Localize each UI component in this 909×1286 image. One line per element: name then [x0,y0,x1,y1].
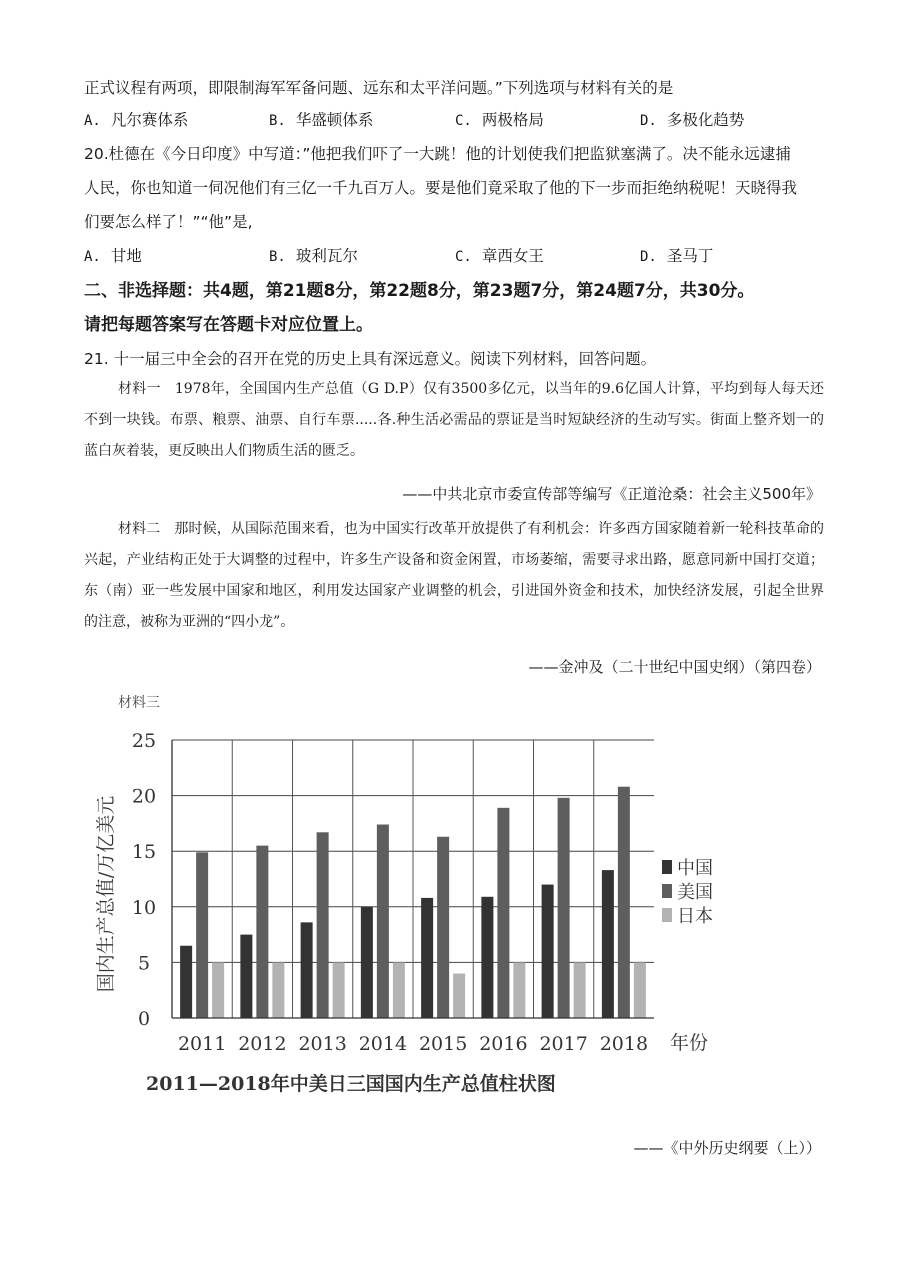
bar-2015-中国 [421,898,433,1018]
y-tick-label: 20 [131,785,157,808]
q20-option-a: A. 甘地 [84,247,142,265]
bar-2015-日本 [453,974,465,1018]
q19-stem-end: 正式议程有两项，即限制海军军备问题、远东和太平洋问题。”下列选项与材料有关的是 [84,79,674,97]
y-tick-label: 10 [131,896,157,919]
x-axis-title: 年份 [670,1032,709,1054]
material-1-label: 材料一 [118,381,161,397]
q19-option-a: A. 凡尔赛体系 [84,111,189,129]
q20-line-1: 20.杜德在《今日印度》中写道：”他把我们吓了一大跳！他的计划使我们把监狱塞满了。决不能永远逮捕 [84,145,791,163]
material-3-source: ——《中外历史纲要（上）） [633,1139,821,1157]
y-tick-label: 5 [137,952,151,975]
y-tick-label: 15 [131,841,157,864]
material-2 [84,514,824,638]
bar-2013-中国 [301,922,313,1018]
bar-2011-日本 [212,962,224,1018]
x-tick-label: 2011 [177,1033,227,1055]
section-heading-line-1: 二、非选择题：共4题，第21题8分，第22题8分，第23题7分，第24题7分，共30分。 [84,281,755,301]
x-tick-label: 2018 [599,1033,649,1055]
q20-line-3: 们要怎么样了！”“他”是, [84,213,253,231]
material-1 [84,374,824,467]
material-2-label: 材料二 [118,521,161,537]
bar-2017-中国 [542,885,554,1018]
material-2-text: 那时候，从国际范围来看，也为中国实行改革开放提供了有利机会：许多西方国家随着新一轮科技革命的兴起，产业结构正处于大调整的过程中，许多生产设备和资金闲置，市场萎缩，需要寻求出路，愿意同新中国打交道；东（南）亚一些发展中国家和地区，利用发达国家产业调整的机会，引进国外资金和技术，加快经济发展，引起全世界的注意，被称为亚洲的“四小龙”。 [84,521,824,630]
bar-2018-美国 [618,787,630,1018]
bar-2016-美国 [497,808,509,1018]
q21-stem: 21. 十一届三中全会的召开在党的历史上具有深远意义。阅读下列材料，回答问题。 [84,350,657,368]
legend-label: 美国 [677,882,713,903]
q19-option-d: D. 多极化趋势 [640,111,745,129]
legend-swatch-中国 [662,860,672,874]
bar-2018-日本 [634,962,646,1018]
x-tick-label: 2017 [539,1033,588,1055]
section-heading-line-2: 请把每题答案写在答题卡对应位置上。 [84,315,373,335]
y-tick-labels [132,730,156,1030]
x-tick-label: 2016 [479,1033,528,1055]
material-3-label: 材料三 [118,695,160,711]
q20-option-c: C. 章西女王 [455,247,544,265]
y-axis-title: 国内生产总值/万亿美元 [95,795,117,993]
bar-2017-美国 [558,798,570,1018]
bar-2012-中国 [240,935,252,1018]
x-tick-label: 2013 [298,1033,347,1055]
bar-2014-日本 [393,962,405,1018]
q19-option-c: C. 两极格局 [455,111,544,129]
bar-2013-美国 [317,832,329,1018]
material-1-text: 1978年，全国国内生产总值（G D.P）仅有3500多亿元，以当年的9.6亿国人计算，平均到每人每天还不到一块钱。布票、粮票、油票、自行车票.....各.种生活必需品的票证是当时短缺经济的生动写实。街面上整齐划一的蓝白灰着装，更反映出人们物质生活的匮乏。 [84,381,825,459]
y-tick-label: 0 [137,1008,151,1030]
bar-2012-日本 [272,962,284,1018]
bar-2014-美国 [377,825,389,1018]
bar-2014-中国 [361,907,373,1018]
bar-2018-中国 [602,870,614,1018]
bar-2016-中国 [481,897,493,1018]
x-tick-label: 2015 [418,1033,468,1055]
bar-2015-美国 [437,837,449,1018]
material-1-source: ——中共北京市委宣传部等编写《正道沧桑：社会主义500年》 [402,485,821,503]
legend-swatch-美国 [662,884,672,898]
y-tick-label: 25 [131,730,157,752]
x-tick-label: 2014 [358,1033,408,1055]
x-tick-labels [178,1033,648,1055]
chart-title: 2011—2018年中美日三国国内生产总值柱状图 [146,1073,556,1095]
q20-option-d: D. 圣马丁 [640,247,714,265]
gdp-bar-chart [84,712,724,1102]
bar-2011-美国 [196,852,208,1018]
chart-legend [662,858,713,927]
x-tick-label: 2012 [238,1033,287,1055]
q19-option-b: B. 华盛顿体系 [269,111,374,129]
bar-2013-日本 [333,962,345,1018]
legend-label: 日本 [677,906,713,927]
q20-option-b: B. 玻利瓦尔 [269,247,358,265]
legend-swatch-日本 [662,908,672,922]
bar-2012-美国 [256,846,268,1018]
legend-label: 中国 [677,858,713,879]
bar-2016-日本 [513,962,525,1018]
bar-2017-日本 [574,962,586,1018]
bar-2011-中国 [180,946,192,1018]
material-2-source: ——金冲及（二十世纪中国史纲）（第四卷） [528,658,821,676]
q20-line-2: 人民，你也知道一伺况他们有三亿一千九百万人。要是他们竟采取了他的下一步而拒绝纳税呢！天晓得我 [84,179,798,197]
